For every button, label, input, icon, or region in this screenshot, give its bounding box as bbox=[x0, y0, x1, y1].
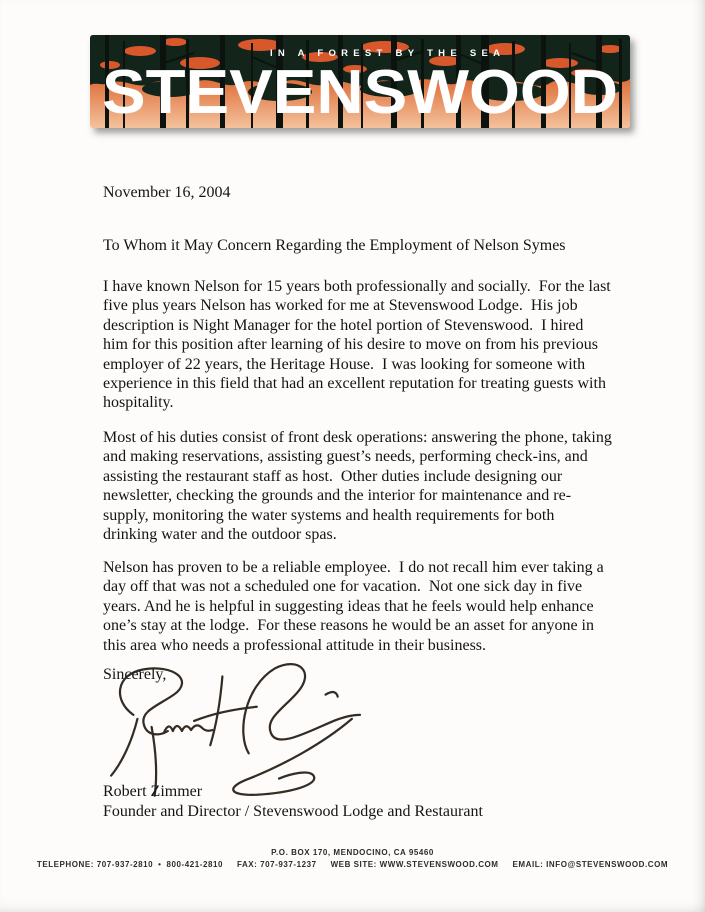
letter-paragraph-3: Nelson has proven to be a reliable employee. I do not recall him ever taking a day off that was not a scheduled one for vacation. Not one sick day in five years. And he is helpful in suggesting ideas that he feels would help enhance one’s stay at the lodge. For these reasons he would be an asset for anyone in this area who needs a professional attitude in their business. bbox=[103, 559, 608, 654]
banner-tagline: IN A FOREST BY THE SEA bbox=[270, 48, 500, 59]
footer-email: EMAIL: INFO@STEVENSWOOD.COM bbox=[512, 860, 669, 869]
banner-brand: STEVENSWOOD bbox=[102, 56, 618, 127]
footer-website: WEB SITE: WWW.STEVENSWOOD.COM bbox=[330, 860, 499, 869]
forest-sunset-art-icon bbox=[90, 35, 630, 128]
letter-date: November 16, 2004 bbox=[103, 184, 231, 201]
letter-subject: To Whom it May Concern Regarding the Employment of Nelson Symes bbox=[103, 237, 566, 254]
letter-paragraph-2: Most of his duties consist of front desk operations: answering the phone, taking and making reservations, assisting guest’s needs, performing check-ins, and assisting the restaurant staff as host. Other duties include designing our newsletter, checking the grounds and the interior for maintenance and re-supply, monitoring the water systems and health requirements for both drinking water and the outdoor spas. bbox=[103, 429, 616, 544]
footer-address: P.O. BOX 170, MENDOCINO, CA 95460 bbox=[271, 848, 434, 857]
footer-telephone: TELEPHONE: 707-937-2810 bbox=[36, 860, 154, 869]
letterhead-banner bbox=[90, 35, 630, 128]
footer-separator: • bbox=[158, 860, 162, 869]
letter-closing: Sincerely, bbox=[103, 666, 167, 683]
letter-paragraph-1: I have known Nelson for 15 years both professionally and socially. For the last five plus years Nelson has worked for me at Stevenswood Lodge. His job description is Night Manager for the hotel portion of Stevenswood. I hired him for this position after learning of his desire to move on from his previous employer of 22 years, the Heritage House. I was looking for someone with experience in this field that had an excellent reputation for treating guests with hospitality. bbox=[103, 278, 615, 412]
footer-fax: FAX: 707-937-1237 bbox=[236, 860, 317, 869]
footer-toll-free: 800-421-2810 bbox=[166, 860, 223, 869]
footer-contact-line bbox=[0, 860, 705, 869]
signer-title: Founder and Director / Stevenswood Lodge and Restaurant bbox=[103, 803, 483, 820]
signer-name: Robert Zimmer bbox=[103, 783, 203, 800]
